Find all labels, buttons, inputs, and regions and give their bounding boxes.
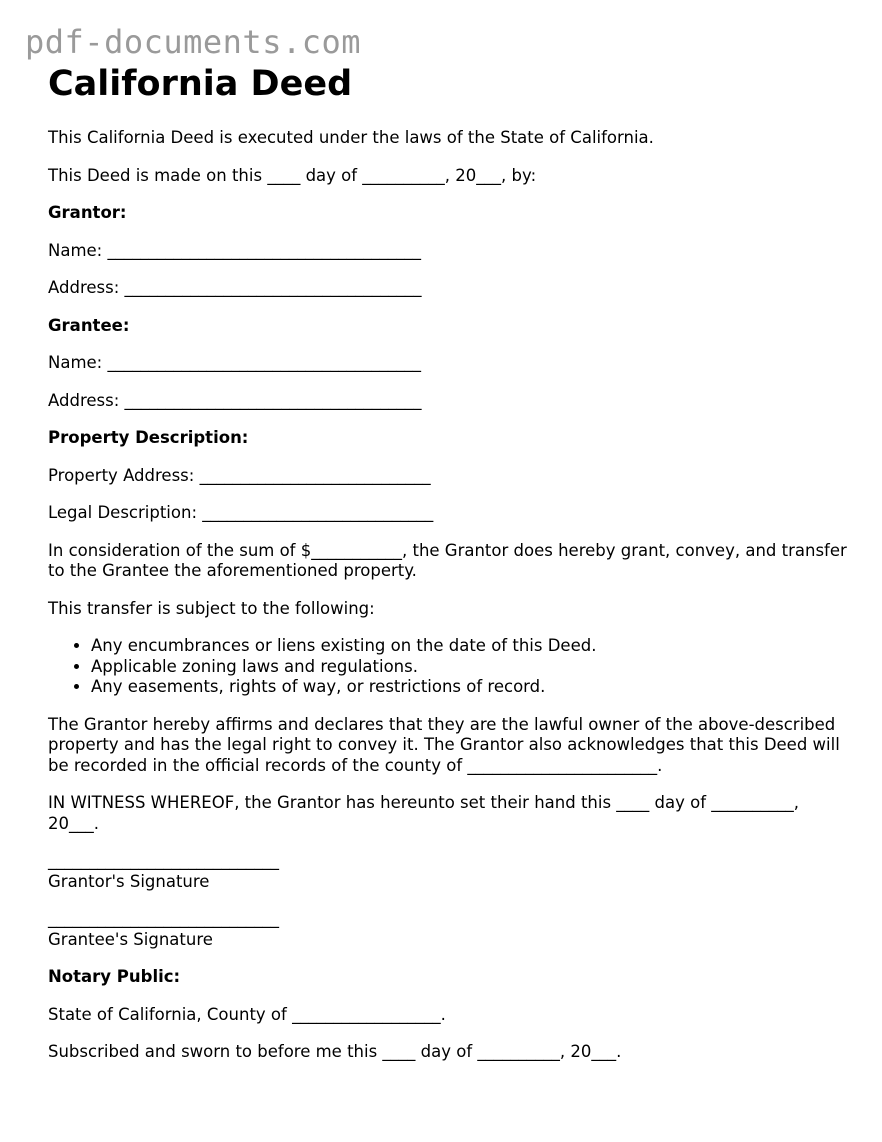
property-address-field: Property Address: ____________________________ <box>48 465 431 485</box>
grantee-signature-label: Grantee's Signature <box>48 929 213 949</box>
subject-intro-text: This transfer is subject to the following: <box>48 598 375 618</box>
consideration-text: In consideration of the sum of $___________, the Grantor does hereby grant, convey, and transfer to the Grantee the aforementioned property. <box>48 540 847 580</box>
notary-state-text: State of California, County of __________________. <box>48 1004 446 1024</box>
list-item: • Any easements, rights of way, or restrictions of record. <box>91 677 848 698</box>
intro-text: This California Deed is executed under the laws of the State of California. <box>48 128 654 147</box>
made-on-text: This Deed is made on this ____ day of __________, 20___, by: <box>48 165 537 185</box>
grantee-signature-line: ____________________________ <box>48 909 279 928</box>
notary-sworn-text: Subscribed and sworn to before me this ____ day of __________, 20___. <box>48 1042 622 1061</box>
watermark: pdf-documents.com <box>25 23 362 61</box>
document-page <box>48 64 848 1063</box>
grantee-name-field: Name: ______________________________________ <box>48 353 421 372</box>
list-item: • Applicable zoning laws and regulations. <box>91 657 848 678</box>
grantor-address-field: Address: ____________________________________ <box>48 278 422 297</box>
grantee-heading: Grantee: <box>48 315 130 335</box>
property-heading: Property Description: <box>48 428 249 447</box>
grantee-address-field: Address: ____________________________________ <box>48 390 422 410</box>
conditions-list <box>48 636 848 698</box>
notary-heading: Notary Public: <box>48 967 181 986</box>
grantor-heading: Grantor: <box>48 203 127 222</box>
grantor-name-field: Name: ______________________________________ <box>48 240 421 260</box>
list-item: • Any encumbrances or liens existing on the date of this Deed. <box>91 636 848 657</box>
grantor-signature-line: ____________________________ <box>48 851 279 870</box>
witness-text: IN WITNESS WHEREOF, the Grantor has hereunto set their hand this ____ day of __________, 20___. <box>48 793 800 833</box>
legal-description-field: Legal Description: ____________________________ <box>48 503 434 522</box>
grantor-signature-label: Grantor's Signature <box>48 871 210 891</box>
affirmation-text: The Grantor hereby affirms and declares that they are the lawful owner of the above-described property and has the legal right to convey it. The Grantor also acknowledges that this Deed will be recorded in the official records of the county of _______________________. <box>48 714 840 775</box>
document-title: California Deed <box>48 64 353 104</box>
